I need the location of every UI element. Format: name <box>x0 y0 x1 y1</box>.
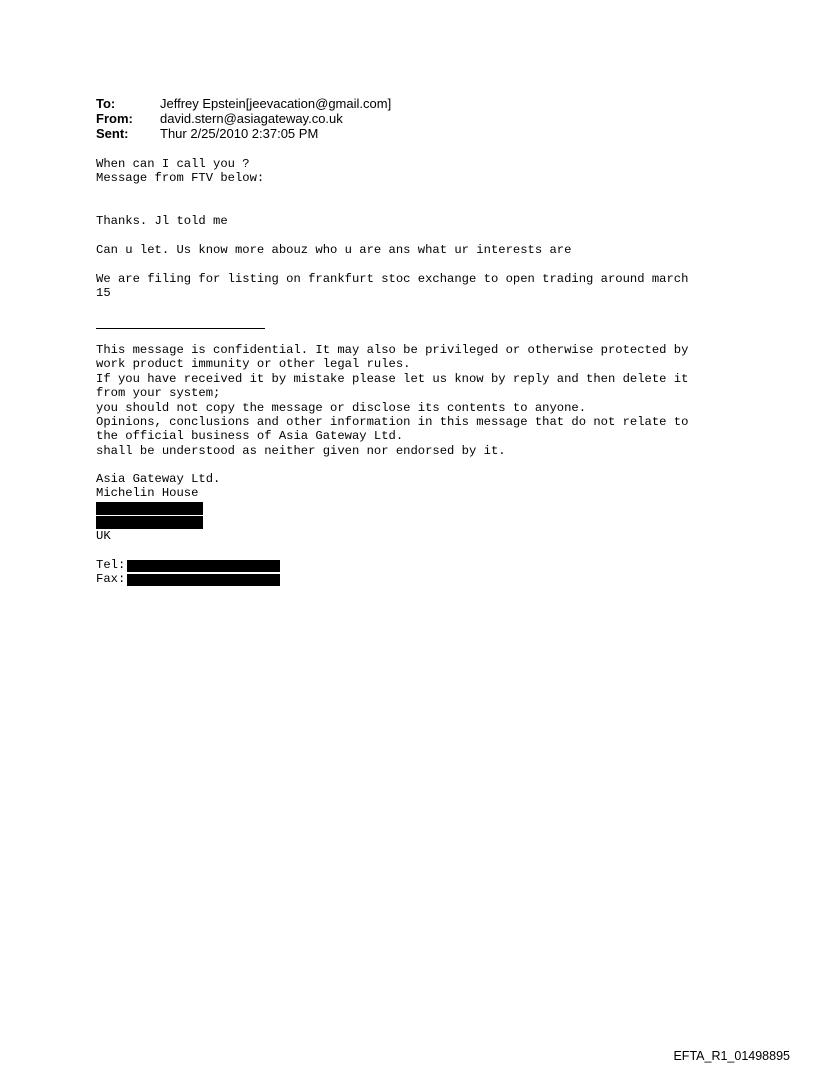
question-line: Can u let. Us know more abouz who u are ans what ur interests are <box>96 243 572 257</box>
disclaimer-line: Opinions, conclusions and other information in this message that do not relate to <box>96 415 689 429</box>
filing-line-2: 15 <box>96 286 111 301</box>
sent-row <box>96 126 391 141</box>
fax-redaction <box>127 574 280 586</box>
from-row <box>96 111 391 126</box>
address-redaction-2 <box>96 516 203 529</box>
intro-line-2: Message from FTV below: <box>96 171 265 186</box>
signature-company: Asia Gateway Ltd. <box>96 472 221 486</box>
fax-label: Fax: <box>96 572 126 587</box>
filing-line-1: We are filing for listing on frankfurt stoc exchange to open trading around march <box>96 272 689 286</box>
signature-country: UK <box>96 529 111 543</box>
to-label: To: <box>96 96 116 111</box>
signature-building: Michelin House <box>96 486 199 501</box>
email-header <box>96 96 391 141</box>
disclaimer-line: shall be understood as neither given nor endorsed by it. <box>96 443 506 458</box>
signature-separator <box>96 328 265 329</box>
to-value: Jeffrey Epstein[jeevacation@gmail.com] <box>160 96 392 111</box>
from-label: From: <box>96 111 133 126</box>
tel-redaction <box>127 560 280 572</box>
disclaimer-line: the official business of Asia Gateway Ltd. <box>96 429 404 444</box>
address-redaction-1 <box>96 502 203 515</box>
disclaimer-line: work product immunity or other legal rules. <box>96 357 411 372</box>
disclaimer-line: from your system; <box>96 386 221 401</box>
from-value: david.stern@asiagateway.co.uk <box>160 111 343 126</box>
document-id: EFTA_R1_01498895 <box>673 1049 790 1063</box>
to-row <box>96 96 391 111</box>
thanks-line: Thanks. Jl told me <box>96 214 228 228</box>
disclaimer-line: This message is confidential. It may also be privileged or otherwise protected by <box>96 343 689 357</box>
disclaimer-line: If you have received it by mistake please let us know by reply and then delete it <box>96 371 689 386</box>
disclaimer-line: you should not copy the message or disclose its contents to anyone. <box>96 400 587 415</box>
tel-label: Tel: <box>96 558 126 572</box>
sent-label: Sent: <box>96 126 129 141</box>
intro-line-1: When can I call you ? <box>96 157 250 171</box>
sent-value: Thur 2/25/2010 2:37:05 PM <box>160 126 319 141</box>
